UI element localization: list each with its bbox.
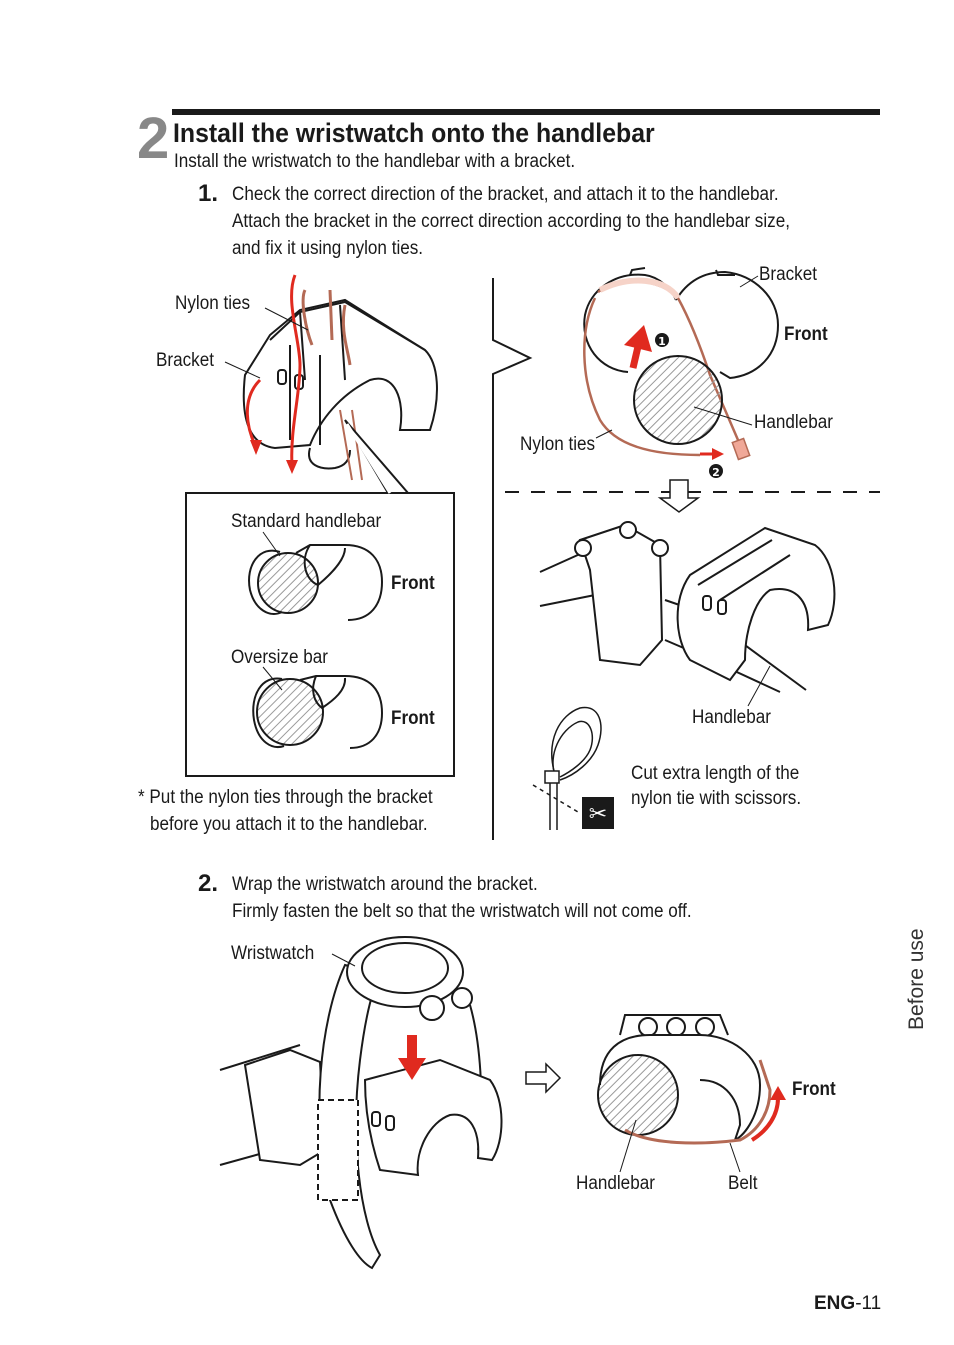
wristwatch-figure	[220, 937, 502, 1268]
belt-attached-diagram	[598, 1015, 760, 1140]
label-nylon-ties: Nylon ties	[520, 434, 596, 455]
label-front: Front	[792, 1079, 836, 1100]
svg-text:✂: ✂	[588, 802, 608, 827]
right-arrow	[526, 1064, 560, 1092]
handlebar-section	[634, 356, 722, 444]
cut-note-line-1: Cut extra length of the	[631, 763, 800, 784]
label-oversize-bar: Oversize bar	[231, 647, 328, 668]
step2-number: 2.	[198, 870, 219, 897]
mounted-bracket-figure	[540, 522, 834, 692]
step2-line2: Firmly fasten the belt so that the wristwatch will not come off.	[232, 901, 692, 922]
step1-line1: Check the correct direction of the bracket, and attach it to the handlebar.	[232, 184, 779, 205]
marker-2-label: 2	[712, 466, 720, 479]
down-arrow	[660, 480, 698, 512]
label-wristwatch: Wristwatch	[231, 943, 315, 964]
label-bracket: Bracket	[759, 264, 817, 285]
marker-1-label: 1	[658, 335, 666, 348]
label-handlebar: Handlebar	[754, 412, 833, 433]
direction-arrow-2	[712, 448, 724, 460]
section-number: 2	[137, 106, 170, 171]
arrow-head	[286, 460, 298, 474]
bracket-with-ties-figure	[244, 300, 437, 480]
arrow-head	[250, 440, 262, 455]
label-front: Front	[391, 708, 435, 729]
label-nylon-ties: Nylon ties	[175, 293, 251, 314]
page-number	[814, 1293, 881, 1315]
section-intro: Install the wristwatch to the handlebar with a bracket.	[174, 151, 576, 172]
step2-line1: Wrap the wristwatch around the bracket.	[232, 874, 538, 895]
note-line-1: * Put the nylon ties through the bracket	[138, 787, 433, 808]
cut-note-line-2: nylon tie with scissors.	[631, 788, 802, 809]
note-line-2: before you attach it to the handlebar.	[150, 814, 428, 835]
label-handlebar: Handlebar	[692, 707, 771, 728]
page-num: -11	[855, 1293, 882, 1314]
page-title: Install the wristwatch onto the handlebar	[173, 118, 655, 148]
section-tab-label: Before use	[905, 928, 928, 1030]
page-lang: ENG	[814, 1293, 856, 1314]
label-belt: Belt	[728, 1173, 758, 1194]
step1-number: 1.	[198, 180, 219, 207]
step1-line3: and fix it using nylon ties.	[232, 238, 424, 259]
callout-box	[186, 493, 454, 776]
label-standard-handlebar: Standard handlebar	[231, 511, 382, 532]
step1-line2: Attach the bracket in the correct direction according to the handlebar size,	[232, 211, 790, 232]
label-front: Front	[784, 324, 828, 345]
label-front: Front	[391, 573, 435, 594]
label-bracket: Bracket	[156, 350, 214, 371]
figure-divider	[493, 278, 530, 840]
label-handlebar: Handlebar	[576, 1173, 655, 1194]
